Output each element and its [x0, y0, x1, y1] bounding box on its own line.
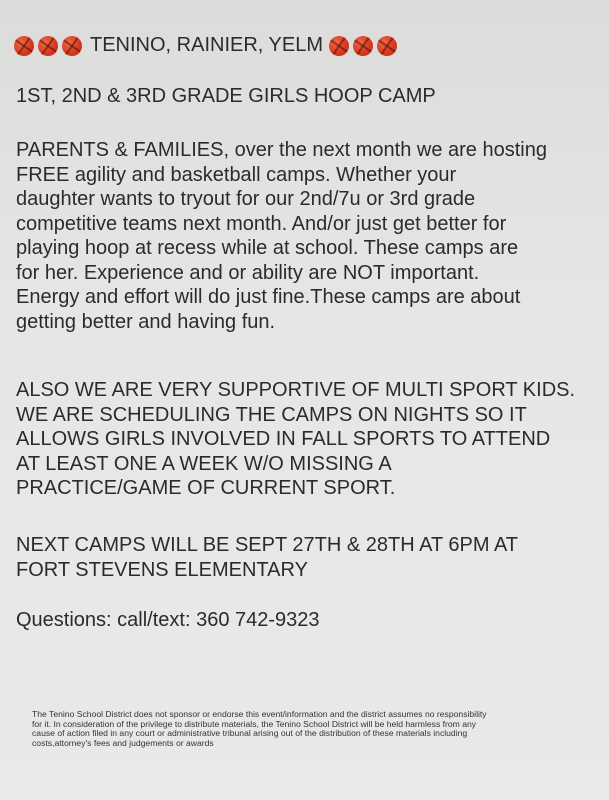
- paragraph-line: NEXT CAMPS WILL BE SEPT 27TH & 28TH AT 6PM AT: [16, 534, 519, 556]
- next-camps-paragraph: [16, 533, 518, 582]
- paragraph-line: FORT STEVENS ELEMENTARY: [16, 558, 308, 581]
- disclaimer-line: for it. In consideration of the privilege to distribute materials, the Tenino School District will be held harmless from any: [32, 718, 477, 729]
- intro-paragraph: [16, 138, 547, 334]
- paragraph-line: PRACTICE/GAME OF CURRENT SPORT.: [16, 477, 396, 499]
- paragraph-line: Energy and effort will do just fine.These camps are about: [16, 286, 521, 308]
- disclaimer-line: The Tenino School District does not sponsor or endorse this event/information and the district assumes no responsibility: [32, 709, 487, 719]
- paragraph-line: PARENTS & FAMILIES, over the next month we are hosting: [16, 139, 547, 161]
- camp-subtitle: 1ST, 2ND & 3RD GRADE GIRLS HOOP CAMP: [16, 85, 436, 107]
- disclaimer-line: costs,attorney's fees and judgements or awards: [32, 737, 214, 748]
- header-title: TENINO, RAINIER, YELM: [90, 34, 324, 56]
- paragraph-line: playing hoop at recess while at school. These camps are: [16, 237, 519, 259]
- paragraph-line: WE ARE SCHEDULING THE CAMPS ON NIGHTS SO IT: [16, 403, 527, 426]
- paragraph-line: FREE agility and basketball camps. Whether your: [16, 163, 457, 186]
- basketball-icon: [38, 36, 58, 56]
- paragraph-line: daughter wants to tryout for our 2nd/7u or 3rd grade: [16, 188, 476, 210]
- multi-sport-paragraph: [16, 378, 575, 501]
- paragraph-line: ALSO WE ARE VERY SUPPORTIVE OF MULTI SPORT KIDS.: [16, 379, 576, 401]
- basketball-icon: [62, 36, 82, 56]
- paragraph-line: ALLOWS GIRLS INVOLVED IN FALL SPORTS TO ATTEND: [16, 428, 551, 450]
- paragraph-line: getting better and having fun.: [16, 310, 276, 333]
- basketball-icon: [329, 36, 349, 56]
- basketball-icon: [14, 36, 34, 56]
- basketball-icon: [353, 36, 373, 56]
- header: [14, 34, 401, 57]
- basketball-icon: [377, 36, 397, 56]
- disclaimer: [32, 710, 572, 748]
- paragraph-line: AT LEAST ONE A WEEK W/O MISSING A: [16, 452, 392, 475]
- disclaimer-line: cause of action filed in any court or administrative tribunal arising out of the distribution of these materials including: [32, 728, 468, 739]
- paragraph-line: for her. Experience and or ability are NOT important.: [16, 261, 480, 284]
- contact-line: Questions: call/text: 360 742-9323: [16, 609, 320, 631]
- paragraph-line: competitive teams next month. And/or just get better for: [16, 212, 507, 235]
